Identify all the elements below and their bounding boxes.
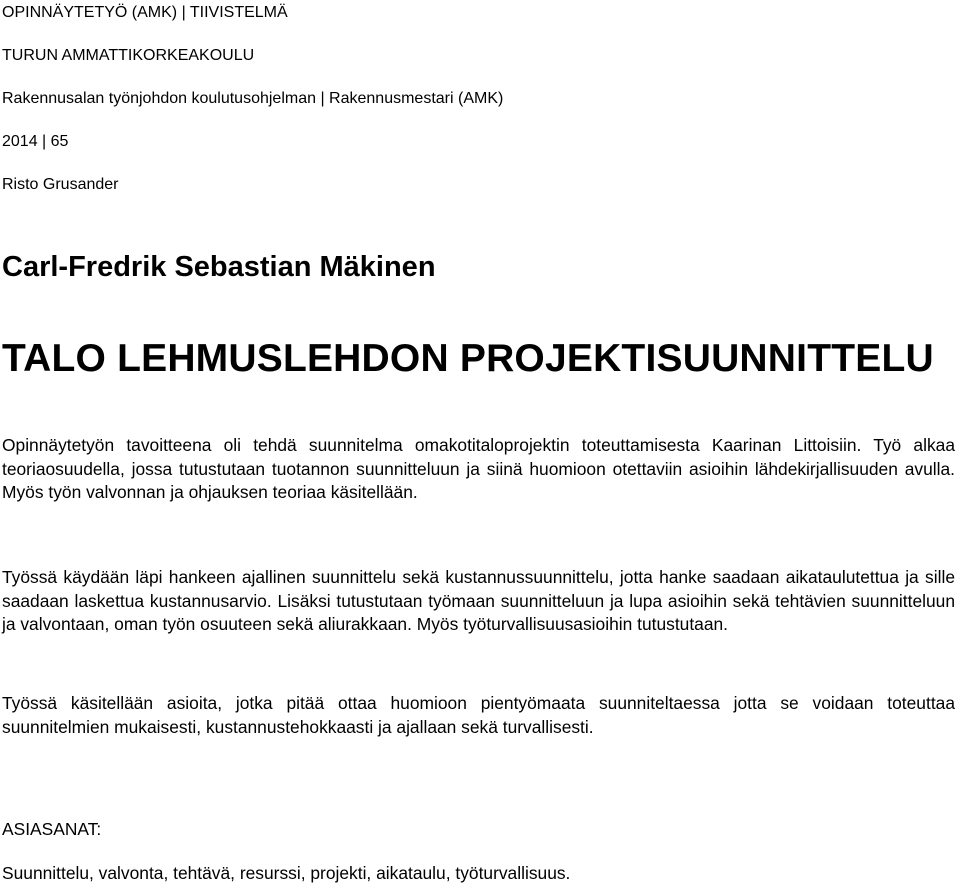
keywords-list: Suunnittelu, valvonta, tehtävä, resurssi, projekti, aikataulu, työturvallisuus. bbox=[2, 863, 571, 883]
abstract-paragraph: Työssä käsitellään asioita, jotka pitää ottaa huomioon pientyömaata suunniteltaessa jotta se voidaan toteuttaa suunnitelmien mukaisesti, kustannustehokkaasti ja ajallaan sekä turvallisesti. bbox=[2, 693, 955, 737]
thesis-type: OPINNÄYTETYÖ (AMK) | TIIVISTELMÄ bbox=[2, 4, 288, 21]
degree-programme: Rakennusalan työnjohdon koulutusohjelman | Rakennusmestari (AMK) bbox=[2, 90, 504, 107]
author-name: Carl-Fredrik Sebastian Mäkinen bbox=[2, 251, 436, 283]
keywords-label: ASIASANAT: bbox=[2, 819, 102, 839]
year-and-pages: 2014 | 65 bbox=[2, 133, 69, 150]
university-name: TURUN AMMATTIKORKEAKOULU bbox=[2, 47, 255, 64]
abstract-paragraph: Opinnäytetyön tavoitteena oli tehdä suunnitelma omakotitaloprojektin toteuttamisesta Kaarinan Littoisiin. Työ alkaa teoriaosuudella, jossa tutustutaan tuotannon suunnitteluun ja siinä huomioon otettaviin asioihin lähdekirjallisuuden avulla. Myös työn valvonnan ja ohjauksen teoriaa käsitellään. bbox=[2, 435, 955, 502]
abstract-paragraph: Työssä käydään läpi hankeen ajallinen suunnittelu sekä kustannussuunnittelu, jotta hanke saadaan aikataulutettua ja sille saadaan laskettua kustannusarvio. Lisäksi tutustutaan työmaan suunnitteluun ja lupa asioihin sekä tehtävien suunnitteluun ja valvontaan, oman työn osuuteen sekä aliurakkaan. Myös työturvallisuusasioihin tutustutaan. bbox=[2, 567, 955, 634]
thesis-title: TALO LEHMUSLEHDON PROJEKTISUUNNITTELU bbox=[2, 337, 934, 380]
supervisor-name: Risto Grusander bbox=[2, 176, 119, 193]
